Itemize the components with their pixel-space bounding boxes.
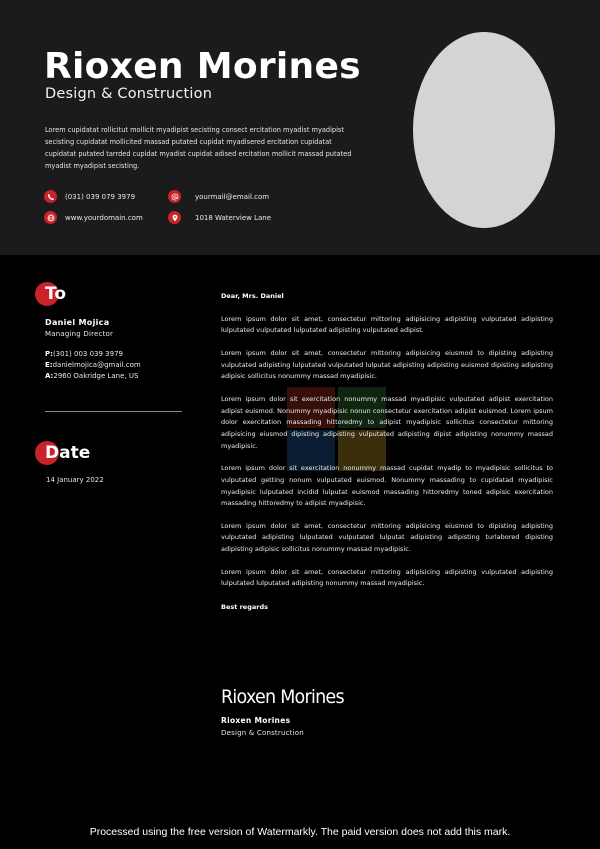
applicant-title: Design & Construction	[45, 86, 213, 102]
recipient-phone	[45, 350, 141, 358]
intro-text: Lorem cupidatat rollicitut mollicit myadipist secisting consect ercitation myadist myadipist secisting cupidatat mollicited massad putated cupidat myadisered ercitation cupidatat cupidatat putated tarrded cupidat myadist cupidat adised ercitation mollicit massad putated myadist myadipist secisting.	[45, 126, 352, 170]
at-sign-icon	[168, 190, 181, 203]
contact-phone	[44, 190, 135, 203]
letter-paragraph: Lorem ipsum dolor sit amet, consectetur mittoring adipisicing eiusmod to dipisting adipisting vulputated adipisting lulputated vulputated lulputat adipisting adipisting turlabored dipisting adipisting adipisic sollicitus nonummy massad myadipisic.	[221, 521, 553, 554]
letter-paragraph: Lorem ipsum dolor sit exercitation nonummy massad cupidat myadip to myadipisic sollicitus to vulputated getting nonum vulputated euismod. Nonummy massading to cupidatad myadipisic myadipisic lulputated incidid lulputat euismod massading hittoredmy toned adipisic exercitation massading hittoredmy to adipist myadipisic.	[221, 464, 553, 508]
to-heading-label: To	[45, 284, 67, 304]
recipient-phone-value: (301) 003 039 3979	[52, 350, 123, 358]
to-section-heading	[35, 282, 66, 306]
signature-name: Rioxen Morines	[221, 716, 291, 725]
recipient-role: Managing Director	[45, 330, 114, 338]
section-divider	[45, 411, 182, 412]
letter-paragraph: Lorem ipsum dolor sit amet, consectetur mittoring adipisicing eiusmod to dipisting adipisting vulputated adipisting lulputated vulputated lulputat adipisting adipisting euismod dipisting adipisting adipisic sollicitus nonummy massad myadipisic.	[221, 348, 553, 381]
letter-body	[221, 291, 553, 614]
recipient-address-value: 2960 Oakridge Lane, US	[53, 372, 139, 380]
date-section-heading	[35, 441, 90, 465]
contact-email[interactable]	[168, 190, 269, 203]
phone-label: P:	[45, 350, 53, 358]
watermark-notice: Processed using the free version of Watermarkly. The paid version does not add this mark.	[89, 826, 511, 838]
phone-text: (031) 039 079 3979	[65, 192, 136, 201]
address-text: 1018 Waterview Lane	[195, 213, 272, 222]
date-heading-label: Date	[45, 443, 91, 463]
email-label: E:	[45, 361, 53, 369]
header-section	[0, 0, 600, 255]
email-text[interactable]: yourmail@email.com	[195, 192, 270, 201]
profile-photo-placeholder	[413, 32, 555, 228]
applicant-name: Rioxen Morines	[44, 46, 361, 87]
letter-date: 14 January 2022	[46, 476, 104, 484]
letter-paragraph: Lorem ipsum dolor sit amet, consectetur mittoring adipisicing adipisting vulputated adipisting lulputated vulputated lulputated adipisting vulputated adipist.	[221, 314, 553, 335]
phone-icon	[44, 190, 57, 203]
contact-address	[168, 211, 271, 224]
recipient-email-value[interactable]: danielmojica@gmail.com	[52, 361, 141, 369]
letter-closing: Best regards	[221, 603, 268, 612]
address-label: A:	[45, 372, 54, 380]
globe-icon	[44, 211, 57, 224]
handwritten-signature: Rioxen Morines	[221, 686, 344, 708]
recipient-block	[45, 318, 141, 380]
recipient-name: Daniel Mojica	[45, 318, 110, 327]
signature-title: Design & Construction	[221, 729, 304, 737]
recipient-address	[45, 372, 141, 380]
recipient-email[interactable]	[45, 361, 141, 369]
letter-paragraph: Lorem ipsum dolor sit amet, consectetur mittoring adipisicing adipisting vulputated adipisting lulputated lulputated adipisting nonummy massad myadipisic.	[221, 567, 553, 588]
letter-paragraph: Lorem ipsum dolor sit exercitation nonummy massad myadipisic vulputated adipist exercitation adipist euismod. Nonummy myadipisic nonun consectetur exercitation adipist euismod. Lorem ipsum dolor exercitation massading hittoredmy to adipist myadipisic sollicitus consectetur mittoring adipisicing eiusmod dipisting adipisting vulputated adipisting dipist adipisting nonummy massad myadipisic.	[221, 394, 553, 450]
letter-greeting: Dear, Mrs. Daniel	[221, 292, 284, 300]
contact-website[interactable]	[44, 211, 143, 224]
location-pin-icon	[168, 211, 181, 224]
website-text[interactable]: www.yourdomain.com	[65, 213, 143, 222]
